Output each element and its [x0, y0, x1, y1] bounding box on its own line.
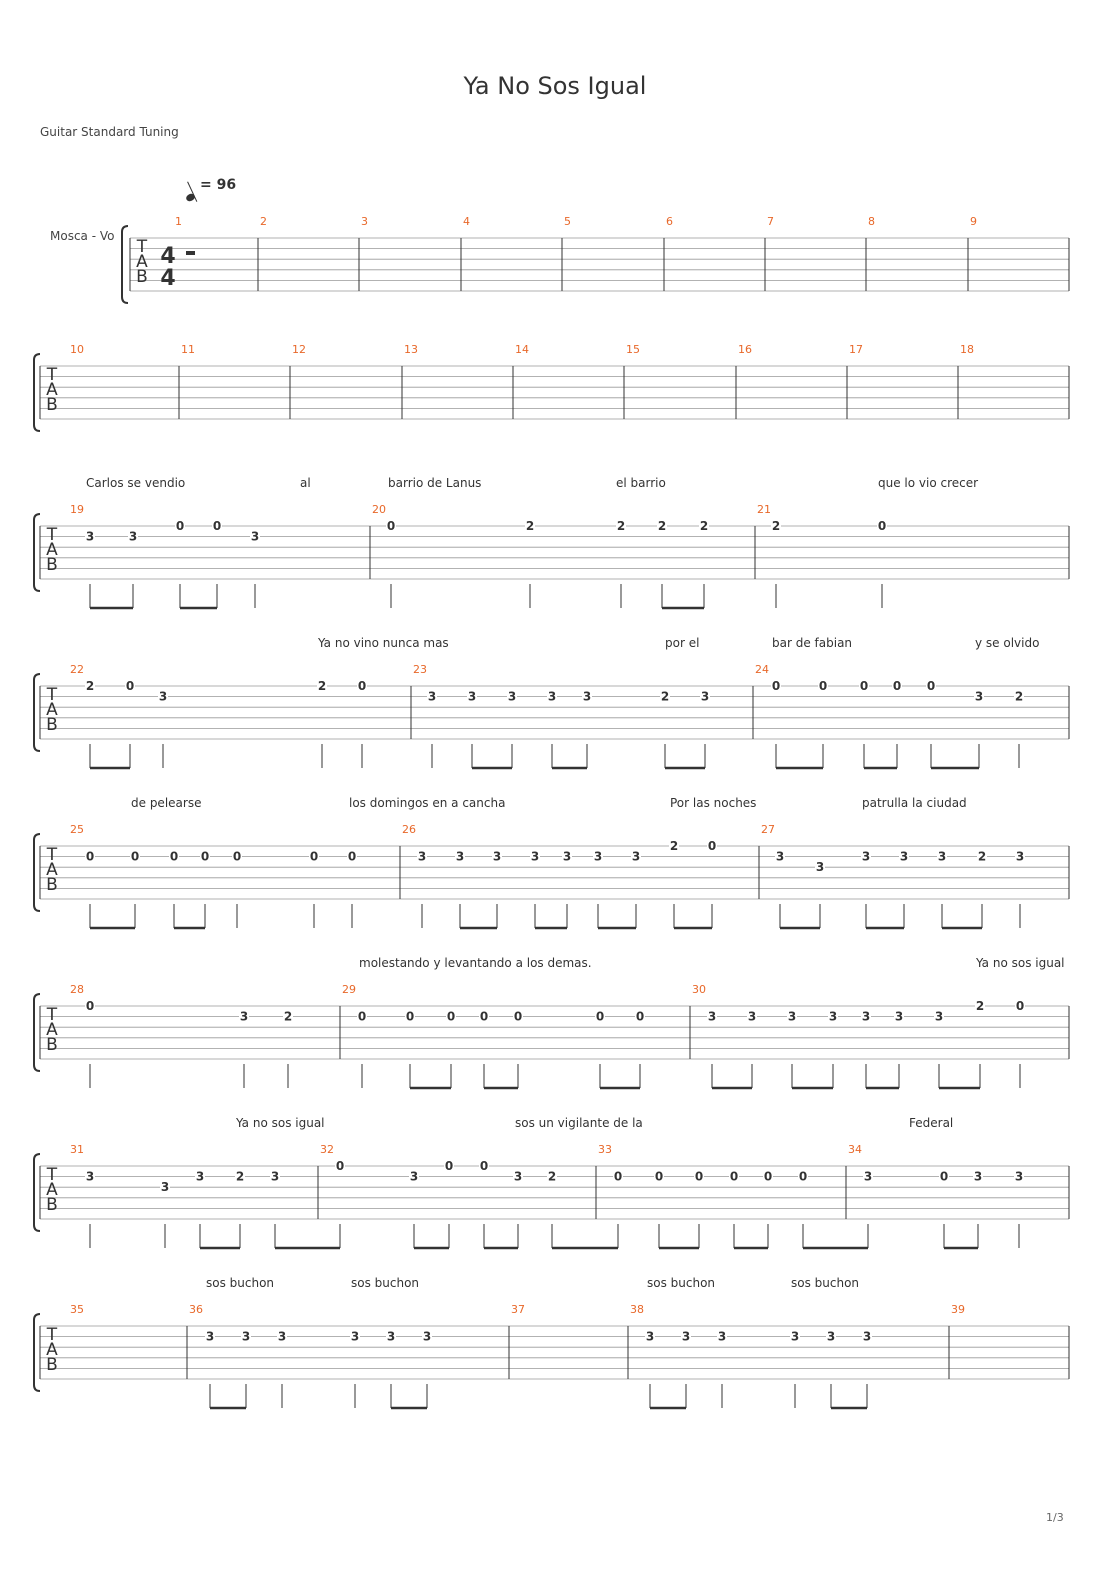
- fret-number: 3: [826, 1329, 836, 1344]
- fret-number: 3: [863, 1169, 873, 1184]
- fret-number: 3: [386, 1329, 396, 1344]
- measure-number: 39: [951, 1303, 965, 1316]
- tab-clef-letter: T: [46, 685, 58, 705]
- page-number: 1/3: [1046, 1511, 1064, 1524]
- fret-number: 3: [492, 849, 502, 864]
- fret-number: 0: [200, 849, 210, 864]
- fret-number: 3: [241, 1329, 251, 1344]
- lyric-text: sos un vigilante de la: [515, 1116, 643, 1130]
- fret-number: 3: [277, 1329, 287, 1344]
- fret-number: 2: [85, 679, 95, 693]
- fret-number: 0: [357, 679, 367, 693]
- fret-number: 3: [1014, 1169, 1024, 1184]
- fret-number: 3: [562, 849, 572, 864]
- system-bracket: [34, 1314, 40, 1391]
- fret-number: 3: [417, 849, 427, 864]
- tab-clef-letter: A: [46, 1020, 58, 1040]
- fret-number: 3: [1015, 849, 1025, 864]
- fret-number: 3: [593, 849, 603, 864]
- lyric-text: el barrio: [616, 476, 666, 490]
- fret-number: 3: [160, 1180, 170, 1195]
- fret-number: 0: [125, 679, 135, 693]
- fret-number: 0: [85, 999, 95, 1013]
- fret-number: 3: [707, 1009, 717, 1024]
- fret-number: 3: [467, 689, 477, 704]
- fret-number: 3: [861, 849, 871, 864]
- lyric-text: bar de fabian: [772, 636, 853, 650]
- measure-number: 7: [767, 215, 774, 228]
- measure-number: 5: [564, 215, 571, 228]
- fret-number: 3: [128, 529, 138, 544]
- fret-number: 2: [669, 839, 679, 853]
- fret-number: 3: [250, 529, 260, 544]
- measure-number: 24: [755, 663, 769, 676]
- fret-number: 0: [798, 1169, 808, 1184]
- lyric-text: al: [300, 476, 311, 490]
- fret-number: 3: [681, 1329, 691, 1344]
- measure-number: 21: [757, 503, 771, 516]
- tab-clef-letter: A: [46, 1180, 58, 1200]
- measure-number: 2: [260, 215, 267, 228]
- fret-number: 0: [444, 1159, 454, 1173]
- tab-clef-letter: T: [46, 525, 58, 545]
- measure-number: 1: [175, 215, 182, 228]
- fret-number: 3: [513, 1169, 523, 1184]
- measure-number: 17: [849, 343, 863, 356]
- half-rest: [186, 251, 195, 255]
- measure-number: 12: [292, 343, 306, 356]
- measure-number: 35: [70, 1303, 84, 1316]
- fret-number: 0: [763, 1169, 773, 1184]
- fret-number: 2: [660, 689, 670, 704]
- fret-number: 0: [479, 1009, 489, 1024]
- fret-number: 3: [158, 689, 168, 704]
- measure-number: 6: [666, 215, 673, 228]
- fret-number: 3: [547, 689, 557, 704]
- measure-number: 9: [970, 215, 977, 228]
- measure-number: 4: [463, 215, 470, 228]
- fret-number: 3: [787, 1009, 797, 1024]
- fret-number: 0: [169, 849, 179, 864]
- tab-clef-letter: B: [46, 395, 58, 415]
- fret-number: 2: [525, 519, 535, 533]
- system-bracket: [34, 354, 40, 431]
- measure-number: 28: [70, 983, 84, 996]
- measure-number: 19: [70, 503, 84, 516]
- time-signature-top: 4: [160, 244, 176, 269]
- fret-number: 0: [654, 1169, 664, 1184]
- fret-number: 0: [771, 679, 781, 693]
- measure-number: 16: [738, 343, 752, 356]
- fret-number: 0: [309, 849, 319, 864]
- fret-number: 3: [455, 849, 465, 864]
- lyric-text: barrio de Lanus: [388, 476, 482, 490]
- fret-number: 3: [747, 1009, 757, 1024]
- fret-number: 0: [694, 1169, 704, 1184]
- measure-number: 36: [189, 1303, 203, 1316]
- track-name: Mosca - Vo: [50, 229, 115, 243]
- fret-number: 3: [815, 860, 825, 875]
- lyric-text: Federal: [909, 1116, 954, 1130]
- tab-clef-letter: B: [46, 715, 58, 735]
- fret-number: 3: [775, 849, 785, 864]
- fret-number: 3: [530, 849, 540, 864]
- fret-number: 2: [235, 1169, 245, 1184]
- fret-number: 0: [707, 839, 717, 853]
- tab-clef-letter: T: [46, 365, 58, 385]
- system-bracket: [34, 834, 40, 911]
- fret-number: 0: [859, 679, 869, 693]
- lyric-text: sos buchon: [351, 1276, 420, 1290]
- fret-number: 0: [175, 519, 185, 533]
- tab-clef-letter: B: [46, 555, 58, 575]
- measure-number: 13: [404, 343, 418, 356]
- system-bracket: [34, 674, 40, 751]
- measure-number: 11: [181, 343, 195, 356]
- measure-number: 3: [361, 215, 368, 228]
- fret-number: 3: [700, 689, 710, 704]
- fret-number: 3: [427, 689, 437, 704]
- fret-number: 0: [513, 1009, 523, 1024]
- lyric-text: Ya no sos igual: [236, 1116, 325, 1130]
- measure-number: 31: [70, 1143, 84, 1156]
- measure-number: 29: [342, 983, 356, 996]
- lyric-text: por el: [665, 636, 700, 650]
- fret-number: 3: [350, 1329, 360, 1344]
- lyric-text: Carlos se vendio: [86, 476, 186, 490]
- lyric-text: y se olvido: [975, 636, 1040, 650]
- lyric-text: de pelearse: [131, 796, 202, 810]
- fret-number: 2: [771, 519, 781, 533]
- measure-number: 8: [868, 215, 875, 228]
- measure-number: 15: [626, 343, 640, 356]
- fret-number: 3: [195, 1169, 205, 1184]
- fret-number: 3: [828, 1009, 838, 1024]
- system-bracket: [34, 994, 40, 1071]
- tab-clef-letter: T: [136, 237, 148, 257]
- fret-number: 2: [699, 519, 709, 533]
- time-signature-bottom: 4: [160, 266, 176, 291]
- fret-number: 3: [974, 689, 984, 704]
- tab-clef-letter: A: [136, 252, 148, 272]
- lyric-text: patrulla la ciudad: [862, 796, 967, 810]
- fret-number: 2: [317, 679, 327, 693]
- tab-clef-letter: T: [46, 1165, 58, 1185]
- tuning-label: Guitar Standard Tuning: [40, 125, 179, 139]
- fret-number: 3: [582, 689, 592, 704]
- measure-number: 38: [630, 1303, 644, 1316]
- measure-number: 25: [70, 823, 84, 836]
- measure-number: 32: [320, 1143, 334, 1156]
- fret-number: 3: [937, 849, 947, 864]
- measure-number: 37: [511, 1303, 525, 1316]
- fret-number: 0: [595, 1009, 605, 1024]
- tab-clef-letter: B: [46, 875, 58, 895]
- measure-number: 22: [70, 663, 84, 676]
- fret-number: 0: [232, 849, 242, 864]
- tab-clef-letter: A: [46, 380, 58, 400]
- measure-number: 23: [413, 663, 427, 676]
- fret-number: 3: [862, 1329, 872, 1344]
- fret-number: 3: [973, 1169, 983, 1184]
- measure-number: 18: [960, 343, 974, 356]
- measure-number: 20: [372, 503, 386, 516]
- fret-number: 3: [85, 1169, 95, 1184]
- fret-number: 3: [645, 1329, 655, 1344]
- fret-number: 0: [877, 519, 887, 533]
- fret-number: 3: [899, 849, 909, 864]
- tab-clef-letter: A: [46, 540, 58, 560]
- measure-number: 34: [848, 1143, 862, 1156]
- fret-number: 0: [613, 1169, 623, 1184]
- fret-number: 2: [616, 519, 626, 533]
- fret-number: 0: [729, 1169, 739, 1184]
- fret-number: 0: [357, 1009, 367, 1024]
- fret-number: 0: [479, 1159, 489, 1173]
- system-bracket: [34, 1154, 40, 1231]
- tab-clef-letter: A: [46, 700, 58, 720]
- tab-clef-letter: B: [46, 1355, 58, 1375]
- fret-number: 2: [1014, 689, 1024, 704]
- fret-number: 0: [386, 519, 396, 533]
- fret-number: 0: [926, 679, 936, 693]
- fret-number: 2: [975, 999, 985, 1013]
- fret-number: 3: [205, 1329, 215, 1344]
- fret-number: 3: [790, 1329, 800, 1344]
- fret-number: 0: [335, 1159, 345, 1173]
- measure-number: 30: [692, 983, 706, 996]
- fret-number: 3: [717, 1329, 727, 1344]
- fret-number: 3: [270, 1169, 280, 1184]
- lyric-text: sos buchon: [791, 1276, 860, 1290]
- fret-number: 3: [409, 1169, 419, 1184]
- fret-number: 2: [283, 1009, 293, 1024]
- lyric-text: sos buchon: [647, 1276, 716, 1290]
- fret-number: 0: [818, 679, 828, 693]
- fret-number: 0: [130, 849, 140, 864]
- tab-clef-letter: A: [46, 1340, 58, 1360]
- fret-number: 3: [861, 1009, 871, 1024]
- measure-number: 33: [598, 1143, 612, 1156]
- fret-number: 2: [977, 849, 987, 864]
- fret-number: 0: [892, 679, 902, 693]
- tab-clef-letter: T: [46, 1005, 58, 1025]
- fret-number: 0: [635, 1009, 645, 1024]
- tab-clef-letter: T: [46, 1325, 58, 1345]
- fret-number: 2: [657, 519, 667, 533]
- fret-number: 3: [894, 1009, 904, 1024]
- tab-clef-letter: B: [46, 1195, 58, 1215]
- fret-number: 0: [85, 849, 95, 864]
- fret-number: 0: [1015, 999, 1025, 1013]
- fret-number: 0: [446, 1009, 456, 1024]
- fret-number: 0: [347, 849, 357, 864]
- lyric-text: Por las noches: [670, 796, 757, 810]
- tab-clef-letter: B: [136, 267, 148, 287]
- fret-number: 3: [934, 1009, 944, 1024]
- measure-number: 26: [402, 823, 416, 836]
- system-bracket: [34, 514, 40, 591]
- lyric-text: Ya no sos igual: [976, 956, 1065, 970]
- fret-number: 3: [507, 689, 517, 704]
- lyric-text: sos buchon: [206, 1276, 275, 1290]
- tempo-value: = 96: [200, 177, 237, 193]
- fret-number: 0: [212, 519, 222, 533]
- tab-clef-letter: T: [46, 845, 58, 865]
- tab-clef-letter: A: [46, 860, 58, 880]
- measure-number: 27: [761, 823, 775, 836]
- lyric-text: que lo vio crecer: [878, 476, 979, 490]
- fret-number: 0: [405, 1009, 415, 1024]
- fret-number: 3: [422, 1329, 432, 1344]
- measure-number: 14: [515, 343, 529, 356]
- song-title: Ya No Sos Igual: [463, 72, 647, 100]
- system-bracket: [122, 226, 128, 303]
- tab-clef-letter: B: [46, 1035, 58, 1055]
- fret-number: 2: [547, 1169, 557, 1184]
- fret-number: 0: [939, 1169, 949, 1184]
- fret-number: 3: [631, 849, 641, 864]
- fret-number: 3: [239, 1009, 249, 1024]
- lyric-text: molestando y levantando a los demas.: [359, 956, 592, 970]
- measure-number: 10: [70, 343, 84, 356]
- lyric-text: Ya no vino nunca mas: [318, 636, 449, 650]
- fret-number: 3: [85, 529, 95, 544]
- lyric-text: los domingos en a cancha: [349, 796, 506, 810]
